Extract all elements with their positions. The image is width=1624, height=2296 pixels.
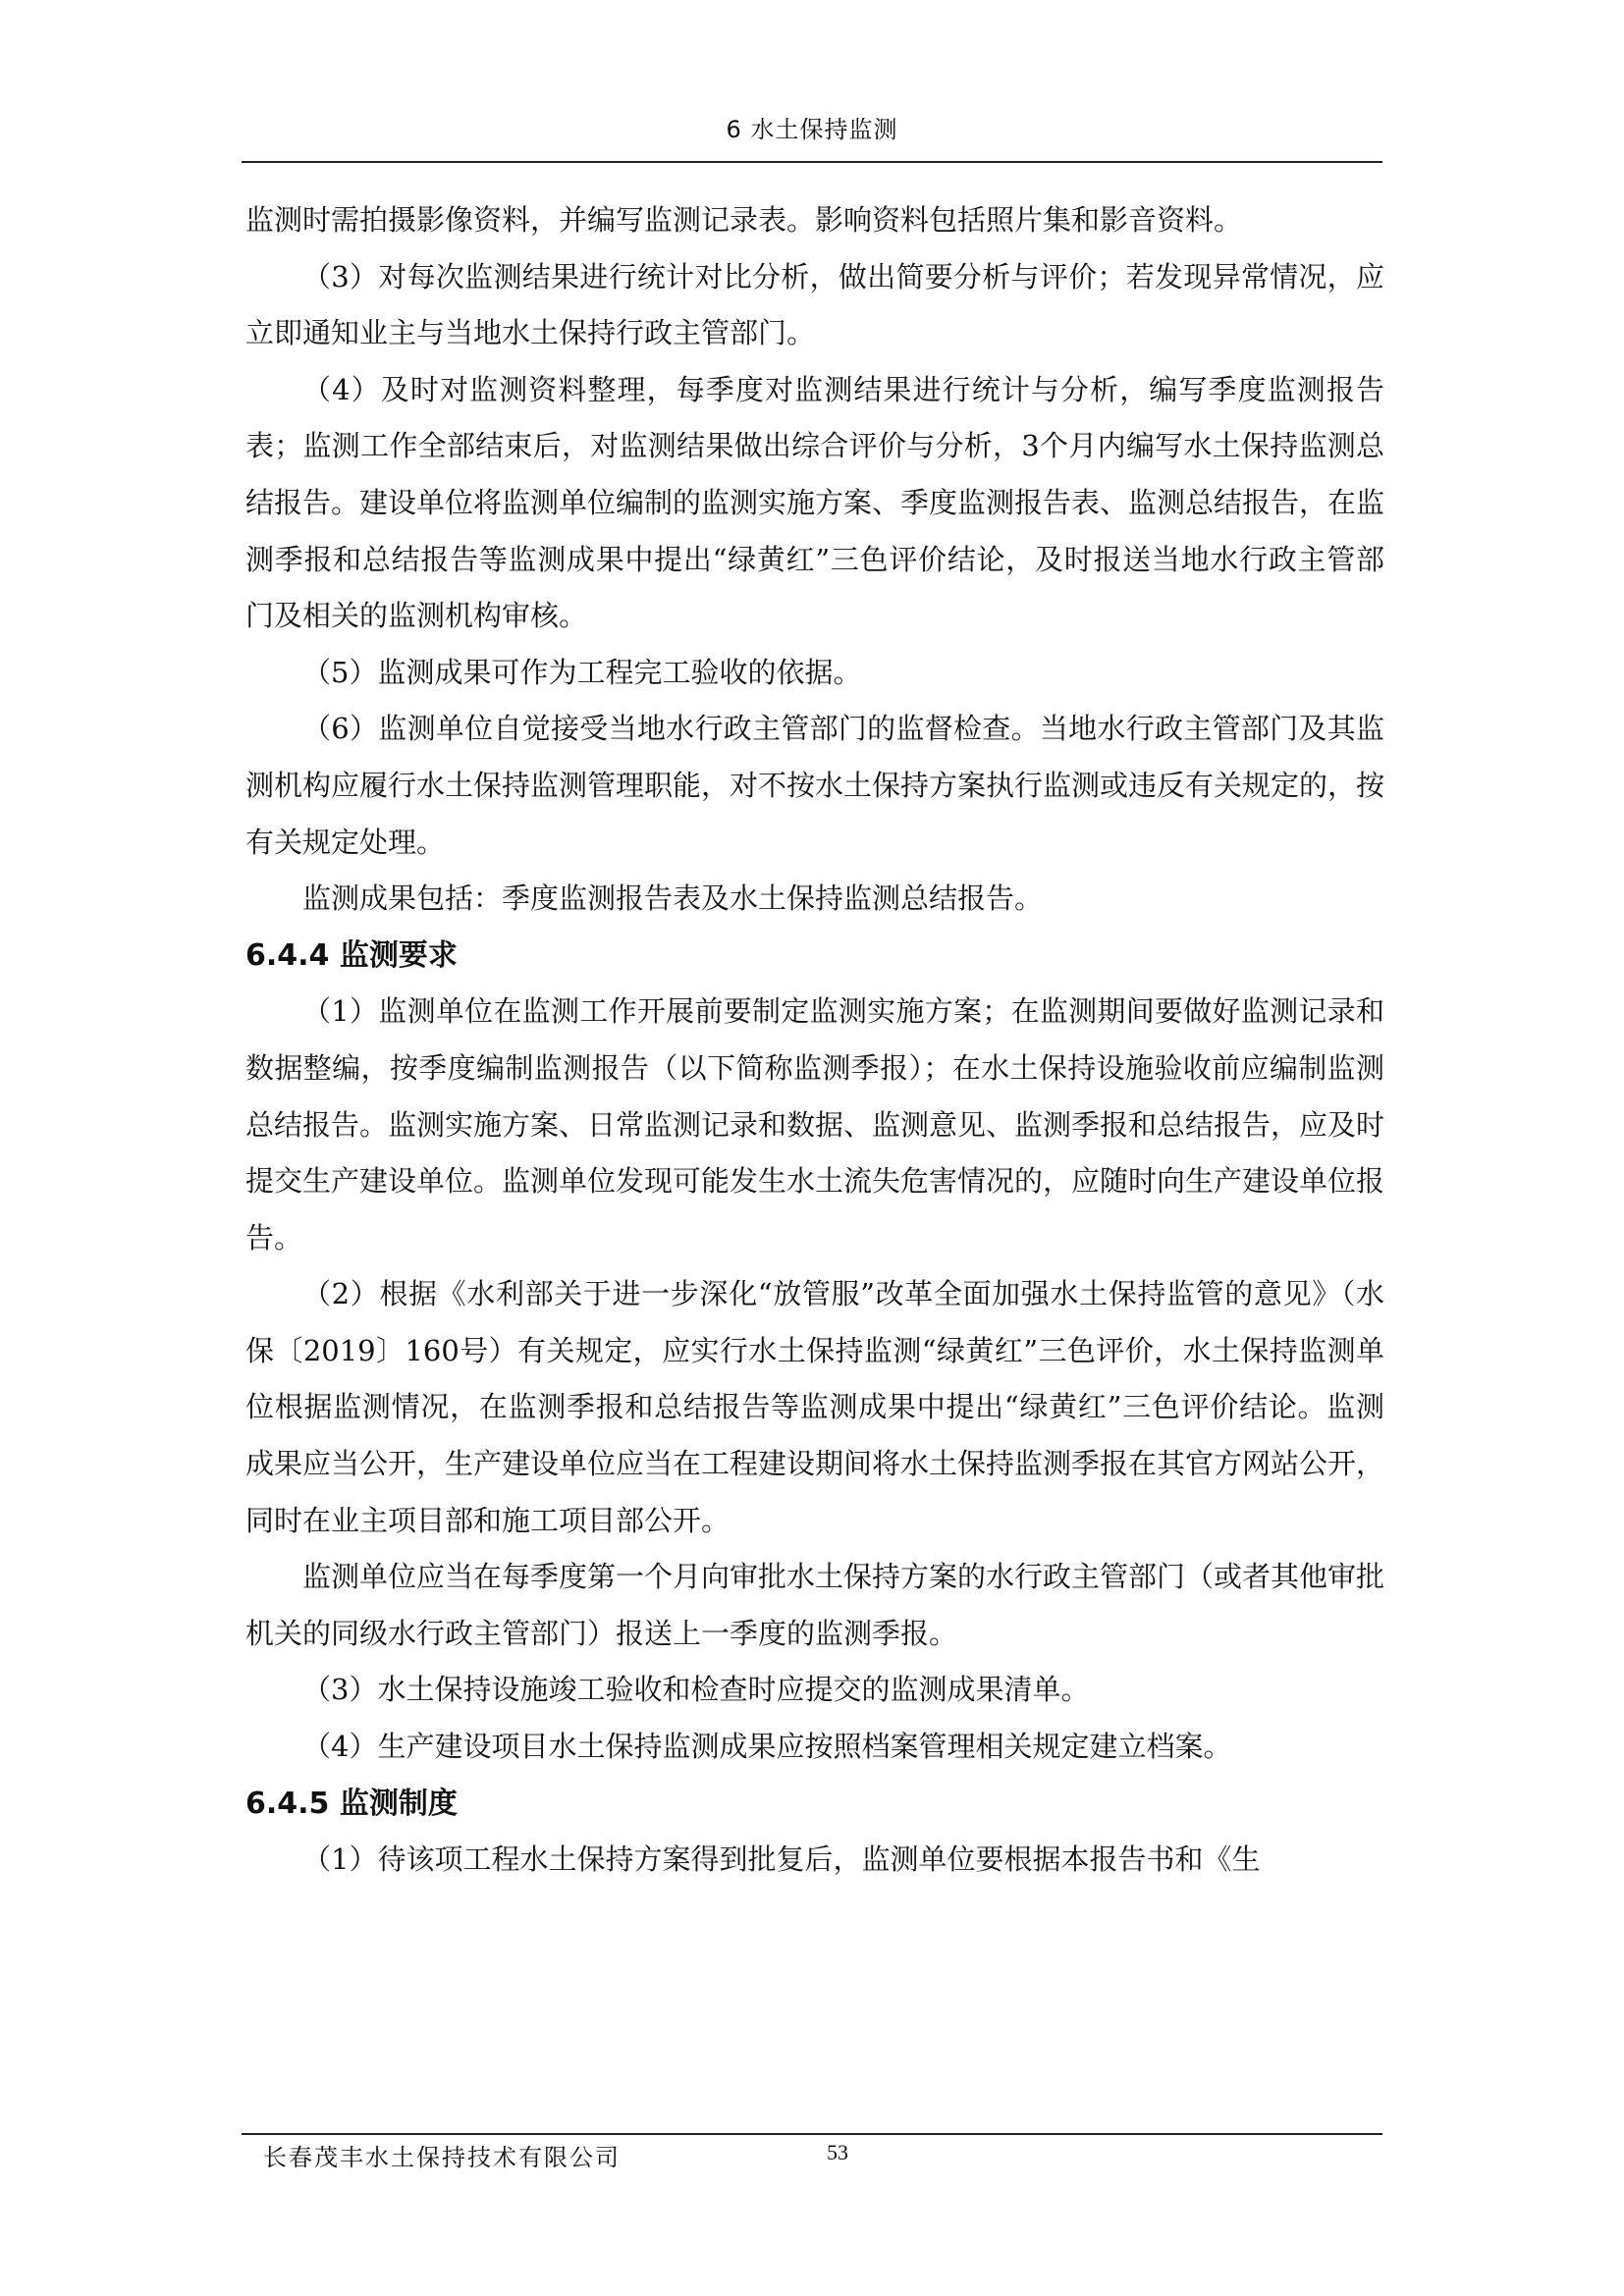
header-divider [242,161,1382,163]
paragraph-requirement-2: （2）根据《水利部关于进一步深化“放管服”改革全面加强水土保持监管的意见》（水保〔2019〕160号）有关规定，应实行水土保持监测“绿黄红”三色评价，水土保持监测单位根据监测情况，在监测季报和总结报告等监测成果中提出“绿黄红”三色评价结论。监测成果应当公开，生产建设单位应当在工程建设期间将水土保持监测季报在其官方网站公开，同时在业主项目部和施工项目部公开。 [245,1277,1385,1537]
paragraph-item-4: （4）及时对监测资料整理，每季度对监测结果进行统计与分析，编写季度监测报告表；监测工作全部结束后，对监测结果做出综合评价与分析，3个月内编写水土保持监测总结报告。建设单位将监测单位编制的监测实施方案、季度监测报告表、监测总结报告，在监测季报和总结报告等监测成果中提出“绿黄红”三色评价结论，及时报送当地水行政主管部门及相关的监测机构审核。 [245,372,1385,633]
paragraph-system-1: （1）待该项工程水土保持方案得到批复后，监测单位要根据本报告书和《生 [302,1842,1261,1877]
paragraph-item-3: （3）对每次监测结果进行统计对比分析，做出简要分析与评价；若发现异常情况，应立即通知业主与当地水土保持行政主管部门。 [245,259,1384,350]
paragraph-results-summary: 监测成果包括：季度监测报告表及水土保持监测总结报告。 [302,881,1044,916]
section-heading-6-4-5: 6.4.5 监测制度 [245,1786,458,1821]
paragraph-quarterly-report: 监测单位应当在每季度第一个月向审批水土保持方案的水行政主管部门（或者其他审批机关的同级水行政主管部门）报送上一季度的监测季报。 [245,1560,1385,1650]
paragraph-requirement-1: （1）监测单位在监测工作开展前要制定监测实施方案；在监测期间要做好监测记录和数据整编，按季度编制监测报告（以下简称监测季报）；在水土保持设施验收前应编制监测总结报告。监测实施方案、日常监测记录和数据、监测意见、监测季报和总结报告，应及时提交生产建设单位。监测单位发现可能发生水土流失危害情况的，应随时向生产建设单位报告。 [245,994,1385,1255]
section-heading-6-4-4: 6.4.4 监测要求 [245,937,458,973]
footer-divider [242,2133,1382,2135]
page-header: 6 水土保持监测 [726,116,898,143]
page-number: 53 [827,2140,848,2164]
paragraph-requirement-4: （4）生产建设项目水土保持监测成果应按照档案管理相关规定建立档案。 [302,1730,1232,1764]
footer-company-name: 长春茂丰水土保持技术有限公司 [263,2144,621,2171]
paragraph-continuation: 监测时需拍摄影像资料，并编写监测记录表。影响资料包括照片集和影音资料。 [245,203,1243,237]
document-body [245,192,1384,1889]
paragraph-requirement-3: （3）水土保持设施竣工验收和检查时应提交的监测成果清单。 [302,1673,1090,1707]
paragraph-item-5: （5）监测成果可作为工程完工验收的依据。 [302,655,862,689]
paragraph-item-6: （6）监测单位自觉接受当地水行政主管部门的监督检查。当地水行政主管部门及其监测机构应履行水土保持监测管理职能，对不按水土保持方案执行监测或违反有关规定的，按有关规定处理。 [245,712,1385,859]
